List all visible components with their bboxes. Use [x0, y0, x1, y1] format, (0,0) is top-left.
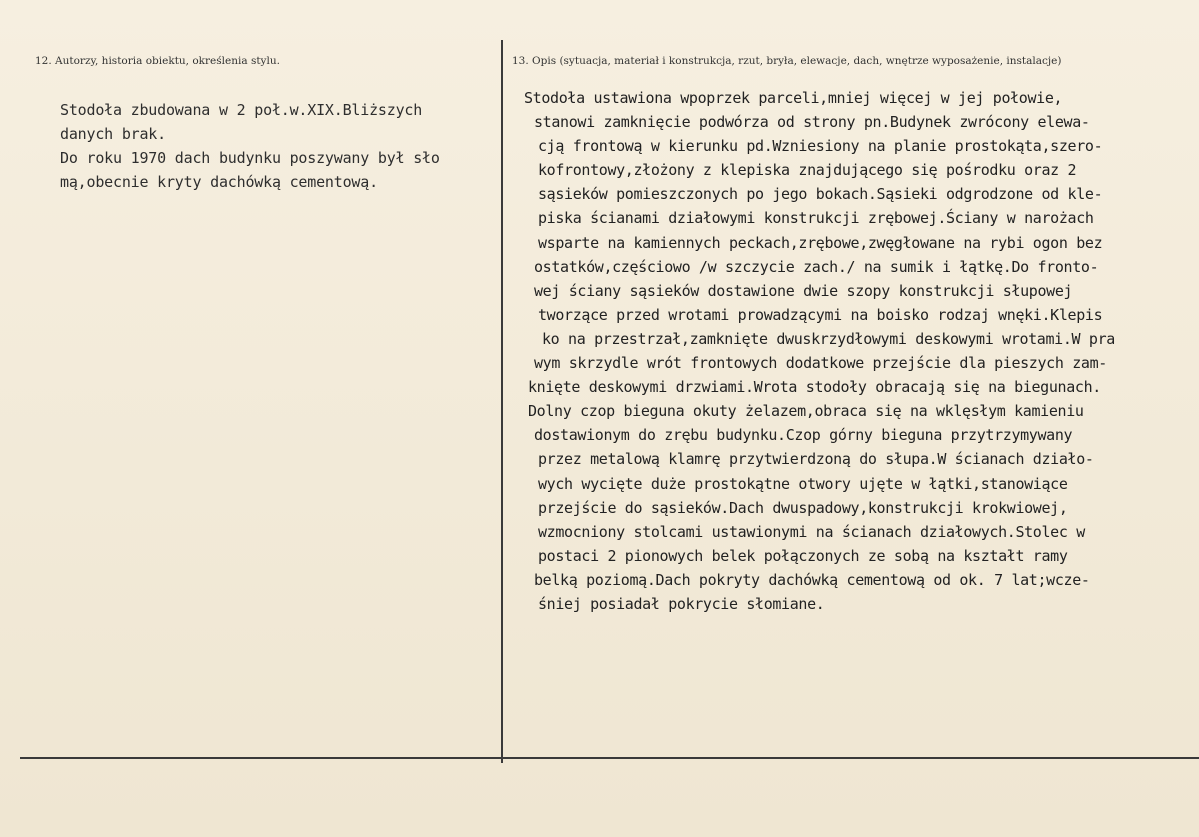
vertical-divider — [501, 40, 503, 763]
description-line: wsparte na kamiennych peckach,zrębowe,zwęgłowane na rybi ogon bez — [538, 233, 1103, 252]
description-line: piska ścianami działowymi konstrukcji zrębowej.Ściany w narożach — [538, 209, 1094, 228]
description-line: przez metalową klamrę przytwierdzoną do słupa.W ścianach działo- — [538, 450, 1094, 469]
section-12-label: 12. Autorzy, historia obiektu, określenia stylu. — [35, 55, 280, 67]
description-line: ko na przestrzał,zamknięte dwuskrzydłowymi deskowymi wrotami.W pra — [542, 329, 1115, 348]
description-line: tworzące przed wrotami prowadzącymi na boisko rodzaj wnęki.Klepis — [538, 305, 1103, 324]
description-line: wej ściany sąsieków dostawione dwie szopy konstrukcji słupowej — [534, 281, 1073, 300]
description-line: sąsieków pomieszczonych po jego bokach.Sąsieki odgrodzone od kle- — [538, 185, 1103, 204]
description-line: wych wycięte duże prostokątne otwory ujęte w łątki,stanowiące — [538, 474, 1068, 493]
description-line: kofrontowy,złożony z klepiska znajdującego się pośrodku oraz 2 — [538, 161, 1077, 180]
history-text — [60, 98, 500, 194]
description-text — [524, 86, 1184, 616]
description-line: dostawionym do zrębu budynku.Czop górny bieguna przytrzymywany — [534, 426, 1073, 445]
section-13-label: 13. Opis (sytuacja, materiał i konstrukcja, rzut, bryła, elewacje, dach, wnętrze wyposażenie, instalacje) — [512, 55, 1062, 67]
history-line: danych brak. — [60, 125, 166, 143]
horizontal-divider — [20, 757, 1199, 759]
history-line: Do roku 1970 dach budynku poszywany był sło — [60, 149, 440, 167]
description-line: belką poziomą.Dach pokryty dachówką cementową od ok. 7 lat;wcze- — [534, 570, 1090, 589]
description-line: Stodoła ustawiona wpoprzek parceli,mniej więcej w jej połowie, — [524, 89, 1063, 107]
description-line: Dolny czop bieguna okuty żelazem,obraca się na wklęsłym kamieniu — [528, 402, 1084, 421]
description-line: wym skrzydle wrót frontowych dodatkowe przejście dla pieszych zam- — [534, 354, 1107, 373]
description-line: cją frontową w kierunku pd.Wzniesiony na planie prostokąta,szero- — [538, 137, 1103, 156]
history-line: mą,obecnie kryty dachówką cementową. — [60, 173, 378, 191]
description-line: wzmocniony stolcami ustawionymi na ścianach działowych.Stolec w — [538, 522, 1085, 541]
description-line: knięte deskowymi drzwiami.Wrota stodoły obracają się na biegunach. — [528, 378, 1101, 397]
description-line: śniej posiadał pokrycie słomiane. — [538, 594, 825, 613]
description-line: ostatków,częściowo /w szczycie zach./ na sumik i łątkę.Do fronto- — [534, 257, 1099, 276]
description-line: postaci 2 pionowych belek połączonych ze sobą na kształt ramy — [538, 546, 1068, 565]
description-line: stanowi zamknięcie podwórza od strony pn.Budynek zwrócony elewa- — [534, 113, 1090, 132]
description-line: przejście do sąsieków.Dach dwuspadowy,konstrukcji krokwiowej, — [538, 498, 1068, 517]
history-line: Stodoła zbudowana w 2 poł.w.XIX.Bliższych — [60, 101, 423, 119]
